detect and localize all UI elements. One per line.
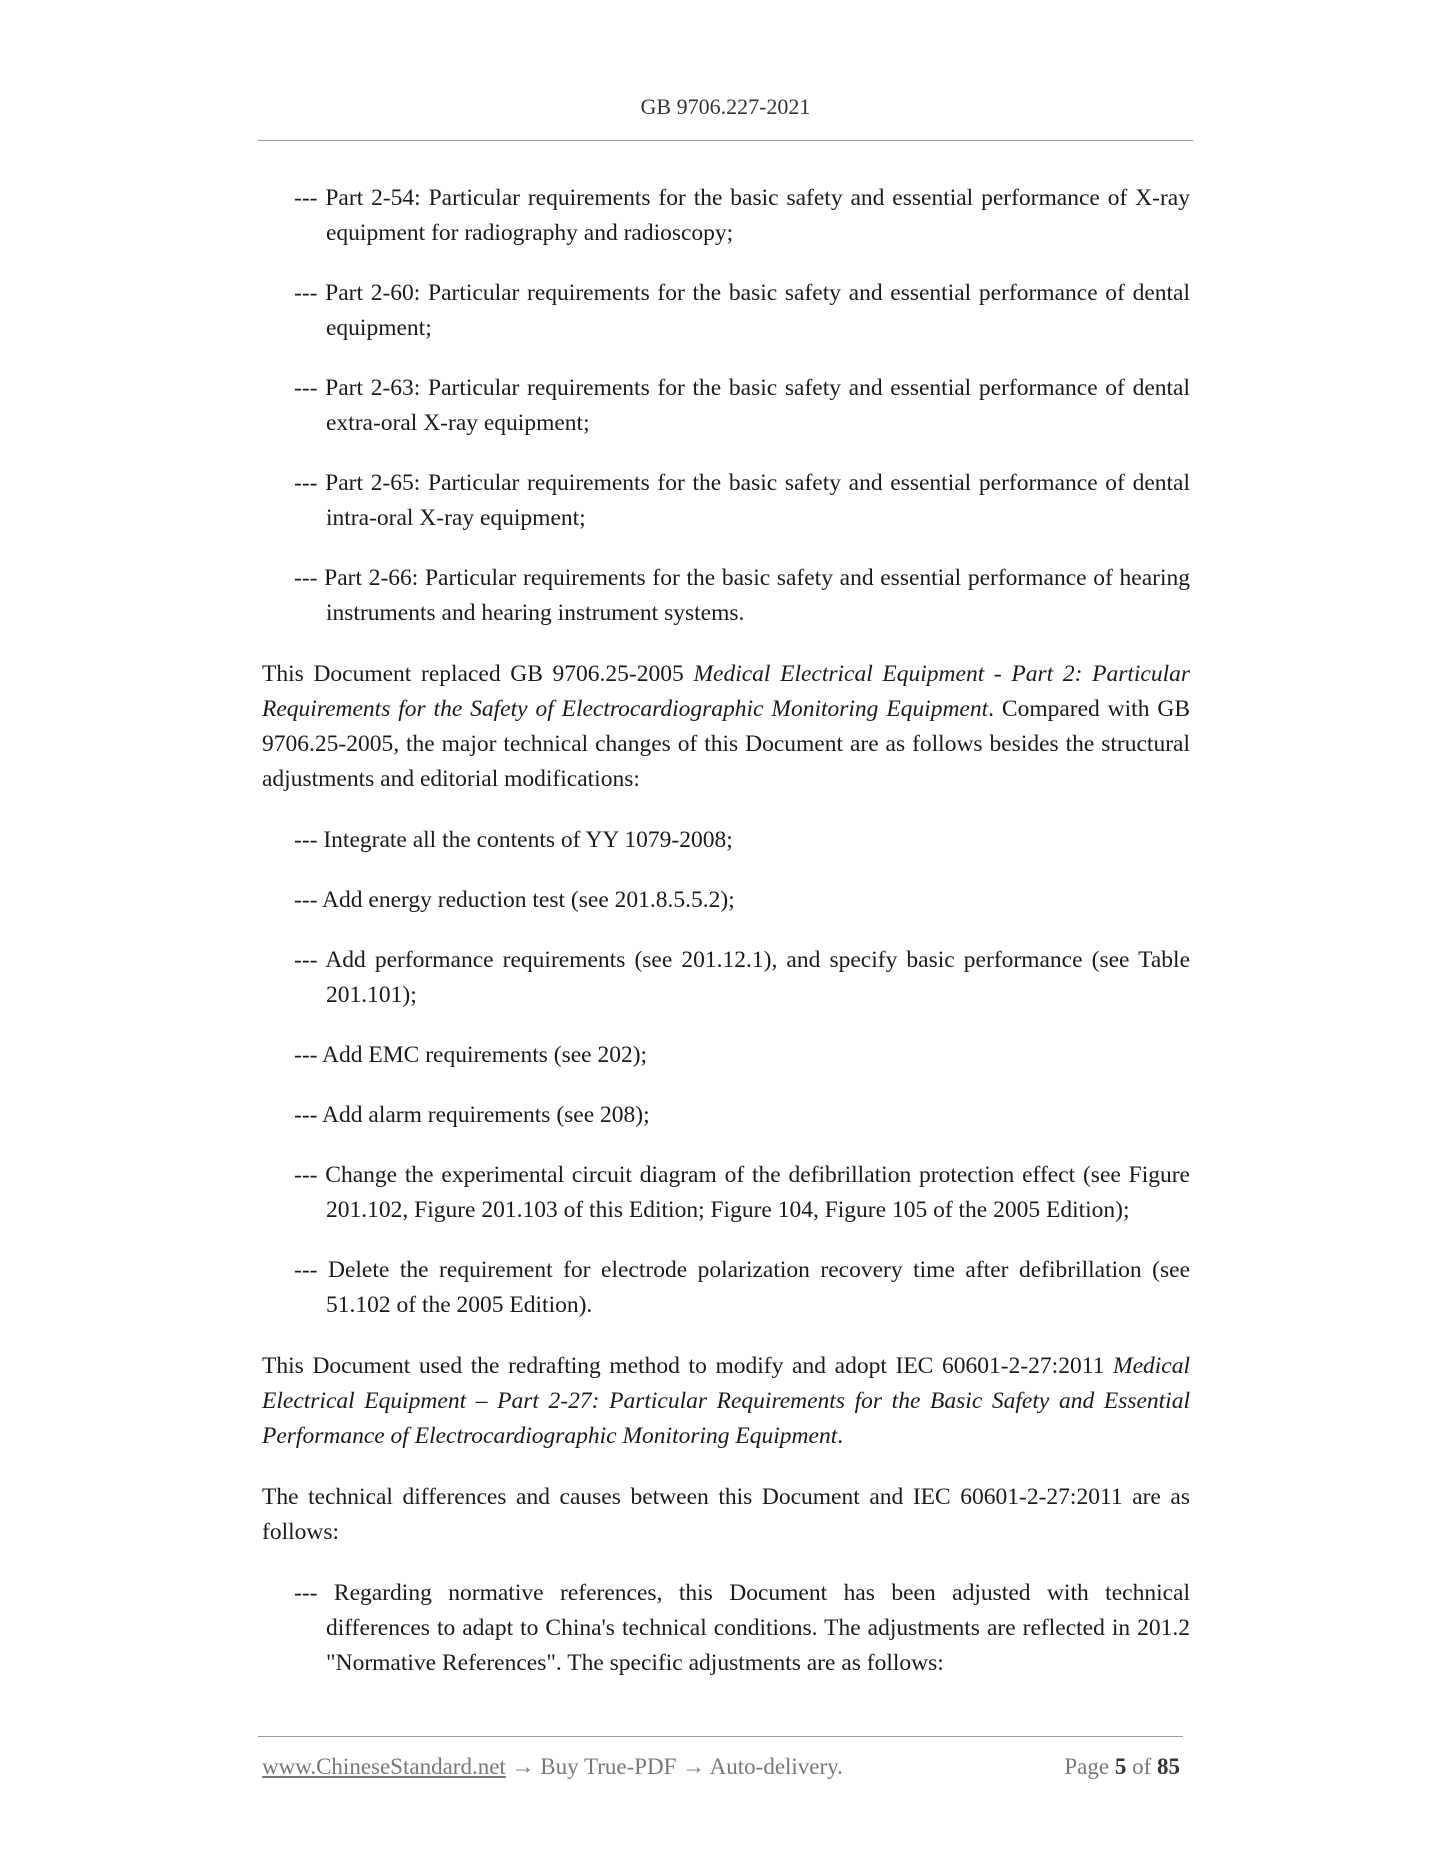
adopted-standard-title: Medical Electrical Equipment – Part 2-27: Particular Requirements for the Basic Safety and Essential Performance of Electrocardiographic Monitoring Equipment — [262, 1353, 1190, 1449]
current-page: 5 — [1114, 1754, 1127, 1779]
differences-paragraph: The technical differences and causes between this Document and IEC 60601-2-27:2011 are as follows: — [262, 1484, 1190, 1545]
list-item: --- Change the experimental circuit diagram of the defibrillation protection effect (see Figure 201.102, Figure 201.103 of this Edition; Figure 104, Figure 105 of the 2005 Edition); — [294, 1162, 1190, 1223]
footer-divider — [258, 1736, 1183, 1737]
replacement-paragraph — [262, 657, 1190, 797]
list-item: --- Part 2-65: Particular requirements for the basic safety and essential performance of dental intra-oral X-ray equipment; — [294, 470, 1190, 531]
list-item: --- Part 2-66: Particular requirements for the basic safety and essential performance of hearing instruments and hearing instrument systems. — [294, 565, 1190, 626]
list-item: --- Part 2-63: Particular requirements for the basic safety and essential performance of dental extra-oral X-ray equipment; — [294, 375, 1190, 436]
text-run: . — [837, 1423, 844, 1449]
replaced-standard-title: Medical Electrical Equipment — [693, 661, 985, 687]
header-divider — [258, 140, 1193, 141]
text-run: This Document used the redrafting method to modify and adopt IEC 60601-2-27:2011 — [262, 1353, 1113, 1379]
of-label: of — [1132, 1754, 1152, 1779]
promo-text: → Buy True-PDF → Auto-delivery. — [505, 1754, 843, 1779]
list-item: --- Add EMC requirements (see 202); — [294, 1042, 648, 1068]
page-header: GB 9706.227-2021 — [640, 94, 811, 119]
total-pages: 85 — [1157, 1754, 1180, 1779]
list-item: --- Regarding normative references, this Document has been adjusted with technical differences to adapt to China's technical conditions. The adjustments are reflected in 201.2 "Normative References". The specific adjustments are as follows: — [294, 1580, 1190, 1676]
site-link[interactable]: www.ChineseStandard.net — [262, 1754, 506, 1779]
list-item: --- Part 2-54: Particular requirements for the basic safety and essential performance of X-ray equipment for radiography and radioscopy; — [294, 185, 1190, 246]
list-item: --- Add performance requirements (see 201.12.1), and specify basic performance (see Table 201.101); — [294, 947, 1190, 1008]
list-item: --- Part 2-60: Particular requirements for the basic safety and essential performance of dental equipment; — [294, 280, 1190, 341]
replaced-standard-subtitle: Part 2: Particular Requirements for the Safety of Electrocardiographic Monitoring Equipment — [262, 661, 1191, 722]
text-run: This Document replaced GB 9706.25-2005 — [262, 661, 694, 687]
list-item: --- Integrate all the contents of YY 1079-2008; — [294, 827, 733, 853]
text-run: . Compared with GB 9706.25-2005, the major technical changes of this Document are as follows besides the structural adjustments and editorial modifications: — [262, 696, 1190, 792]
page-footer — [262, 1754, 1180, 1780]
text-run: - — [984, 661, 1012, 687]
adoption-paragraph — [262, 1349, 1190, 1454]
list-item: --- Add energy reduction test (see 201.8.5.5.2); — [294, 887, 735, 913]
page-label: Page — [1064, 1754, 1110, 1779]
page-number — [1064, 1754, 1180, 1780]
footer-promo — [262, 1754, 843, 1780]
list-item: --- Add alarm requirements (see 208); — [294, 1102, 650, 1128]
list-item: --- Delete the requirement for electrode polarization recovery time after defibrillation (see 51.102 of the 2005 Edition). — [294, 1257, 1190, 1318]
document-body — [262, 181, 1190, 1681]
